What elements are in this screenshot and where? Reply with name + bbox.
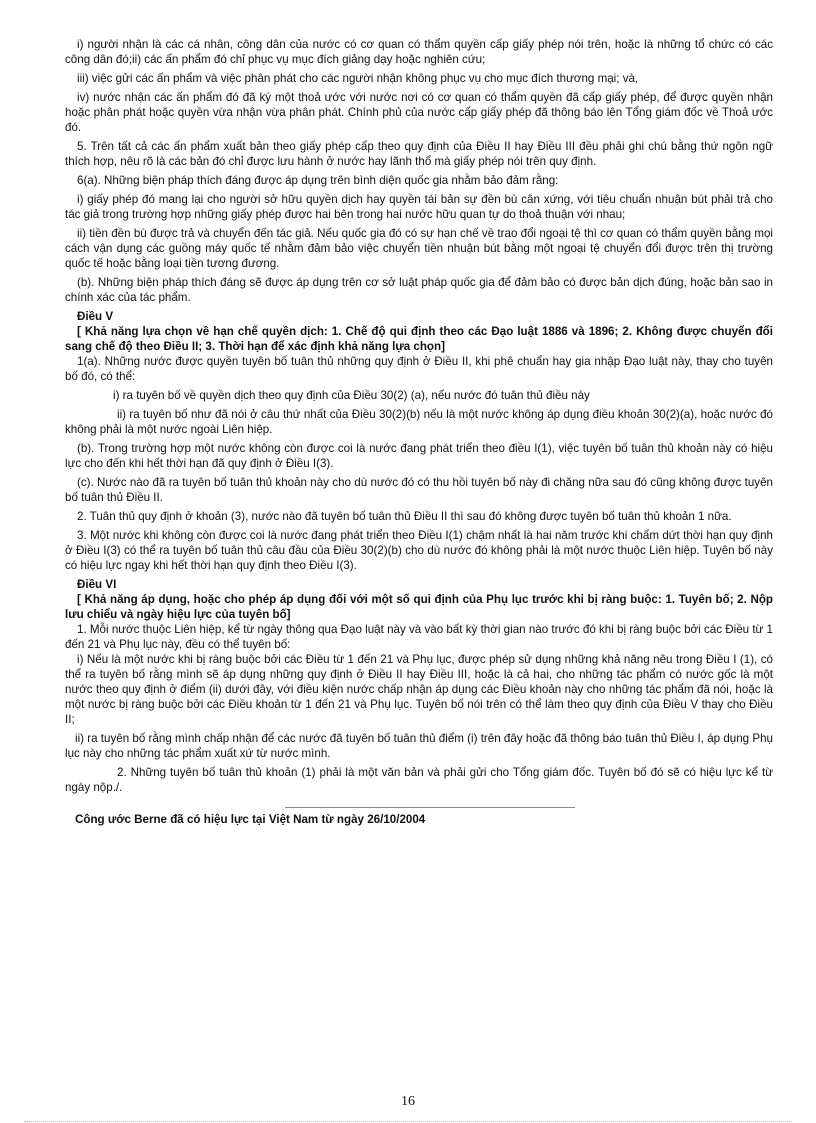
paragraph: i) Nếu là một nước khi bị ràng buộc bởi các Điều từ 1 đến 21 và Phụ lục, được phép sử dụng những khả năng nêu trong Điều I (1), có thể ra tuyên bố rằng mình sẽ áp dụng những quy định ở Điều II hay Điều III, hoặc là cả hai, cho những tác phẩm có nước gốc là một nước theo quy định ở điểm (ii) dưới đây, với điều kiện nước chấp nhận áp dụng các Điều khoản này cho những tác phẩm đã nói, hoặc là một nước bị ràng buộc bởi các Điều khoản từ 1 đến 21 và Phụ lục. Tuyên bố nói trên có thể làm theo quy định của Điều V thay cho Điều II; (65, 653, 773, 726)
paragraph: (b). Những biện pháp thích đáng sẽ được áp dụng trên cơ sở luật pháp quốc gia để đảm bảo có được bản dịch đúng, hoặc bản sao in chính xác của tác phẩm. (65, 276, 773, 304)
paragraph: iii) việc gửi các ấn phẩm và việc phân phát cho các người nhận không phục vụ cho mục đích thương mại; và, (77, 72, 639, 85)
paragraph: (b). Trong trường hợp một nước không còn được coi là nước đang phát triển theo điều I(1), việc tuyên bố tuân thủ khoản này có hiệu lực cho đến khi hết thời hạn đã quy định ở Điều I(3). (65, 442, 773, 470)
paragraph: 6(a). Những biện pháp thích đáng được áp dụng trên bình diện quốc gia nhằm bảo đảm rằng: (77, 174, 559, 187)
paragraph: 1. Mỗi nước thuộc Liên hiệp, kể từ ngày thông qua Đạo luật này và vào bất kỳ thời gian nào trước đó khi bị ràng buộc bởi các Điều từ 1 đến 21 và Phụ lục này, đều có thể tuyên bố: (65, 623, 773, 651)
paragraph: ii) ra tuyên bố rằng mình chấp nhận để các nước đã tuyên bố tuân thủ điểm (i) trên đây hoặc đã thông báo tuân thủ Điều I, áp dụng Phụ lục này cho những tác phẩm xuất xứ từ nước mình. (65, 732, 773, 760)
page-bottom-border (24, 1121, 792, 1122)
paragraph: 5. Trên tất cả các ấn phẩm xuất bản theo giấy phép cấp theo quy định của Điều II hay Điều III đều phải ghi chú bằng thứ ngôn ngữ thích hợp, nêu rõ là các bản đó chỉ được lưu hành ở nước hay lãnh thổ mà giấy phép nói trên quy định. (65, 140, 773, 168)
document-body (65, 37, 773, 827)
paragraph: (c). Nước nào đã ra tuyên bố tuân thủ khoản này cho dù nước đó có thu hồi tuyên bố này đi chăng nữa sau đó cũng không được tuyên bố tuân thủ Điều II. (65, 476, 773, 504)
paragraph: ii) tiền đền bù được trả và chuyển đến tác giả. Nếu quốc gia đó có sự hạn chế về trao đổi ngoại tệ thì cơ quan có thẩm quyền bằng mọi cách vận dụng các guồng máy quốc tế nhằm đảm bảo việc chuyển tiền nhuận bút bằng một ngoại tệ chuyển đổi được trên thị trường quốc tế hoặc bằng loại tiền tương đương. (65, 227, 773, 270)
page-number: 16 (401, 1094, 415, 1109)
divider (285, 807, 575, 808)
article-6-subtitle: [ Khả năng áp dụng, hoặc cho phép áp dụng đối với một số qui định của Phụ lục trước khi bị ràng buộc: 1. Tuyên bố; 2. Nộp lưu chiểu và ngày hiệu lực của tuyên bố] (65, 593, 773, 621)
paragraph: i) ra tuyên bố về quyền dịch theo quy định của Điều 30(2) (a), nếu nước đó tuân thủ điều này (113, 389, 590, 402)
paragraph: ii) ra tuyên bố như đã nói ở câu thứ nhất của Điều 30(2)(b) nếu là một nước không áp dụng điều khoản 30(2)(a), hoặc nước đó không phải là một nước ngoài Liên hiệp. (65, 408, 773, 436)
article-5-subtitle: [ Khả năng lựa chọn về hạn chế quyền dịch: 1. Chế độ qui định theo các Đạo luật 1886 và 1896; 2. Không được chuyển đổi sang chế độ theo Điều II; 3. Thời hạn để xác định khả năng lựa chọn] (65, 325, 773, 353)
article-5-title: Điều V (77, 310, 114, 323)
paragraph: iv) nước nhận các ấn phẩm đó đã ký một thoả ước với nước nơi có cơ quan có thẩm quyền đã cấp giấy phép, để được quyền nhận hoặc phân phát hoặc quyền vừa nhận vừa phân phát. Chính phủ của nước cấp giấy phép đã thông báo lên Tổng giám đốc về Thoả ước đó. (65, 91, 773, 134)
paragraph: 1(a). Những nước được quyền tuyên bố tuân thủ những quy định ở Điều II, khi phê chuẩn hay gia nhập Đạo luật này, thay cho tuyên bố đó, có thể: (65, 355, 773, 383)
paragraph: i) giấy phép đó mang lại cho người sở hữu quyền dịch hay quyền tái bản sự đền bù cân xứng, với tiêu chuẩn nhuận bút phải trả cho tác giả trong trường hợp những giấy phép được hai bên trong hai nước hữu quan tự do thoả thuận với nhau; (65, 193, 773, 221)
paragraph: 2. Tuân thủ quy định ở khoản (3), nước nào đã tuyên bố tuân thủ Điều II thì sau đó không được tuyên bố tuân thủ khoản 1 nữa. (77, 510, 732, 523)
paragraph: i) người nhận là các cá nhân, công dân của nước có cơ quan có thẩm quyền cấp giấy phép nói trên, hoặc là những tổ chức có các công dân đó;ii) các ấn phẩm đó chỉ phục vụ mục đích giảng dạy hoặc nghiên cứu; (65, 38, 773, 66)
paragraph: 2. Những tuyên bố tuân thủ khoản (1) phải là một văn bản và phải gửi cho Tổng giám đốc. Tuyên bố đó sẽ có hiệu lực kể từ ngày nộp./. (65, 766, 773, 794)
footer-note: Công ước Berne đã có hiệu lực tại Việt Nam từ ngày 26/10/2004 (75, 813, 426, 826)
paragraph: 3. Một nước khi không còn được coi là nước đang phát triển theo Điều I(1) chậm nhất là hai năm trước khi chấm dứt thời hạn quy định ở Điều I(3) có thể ra tuyên bố tuân thủ câu đầu của Điều 30(2)(b) cho dù nước đó không phải là một nước thuộc Liên hiệp. Tuyên bố này có hiệu lực ngay khi hết thời hạn quy định theo Điều I(3). (65, 529, 773, 572)
article-6-title: Điều VI (77, 578, 117, 591)
